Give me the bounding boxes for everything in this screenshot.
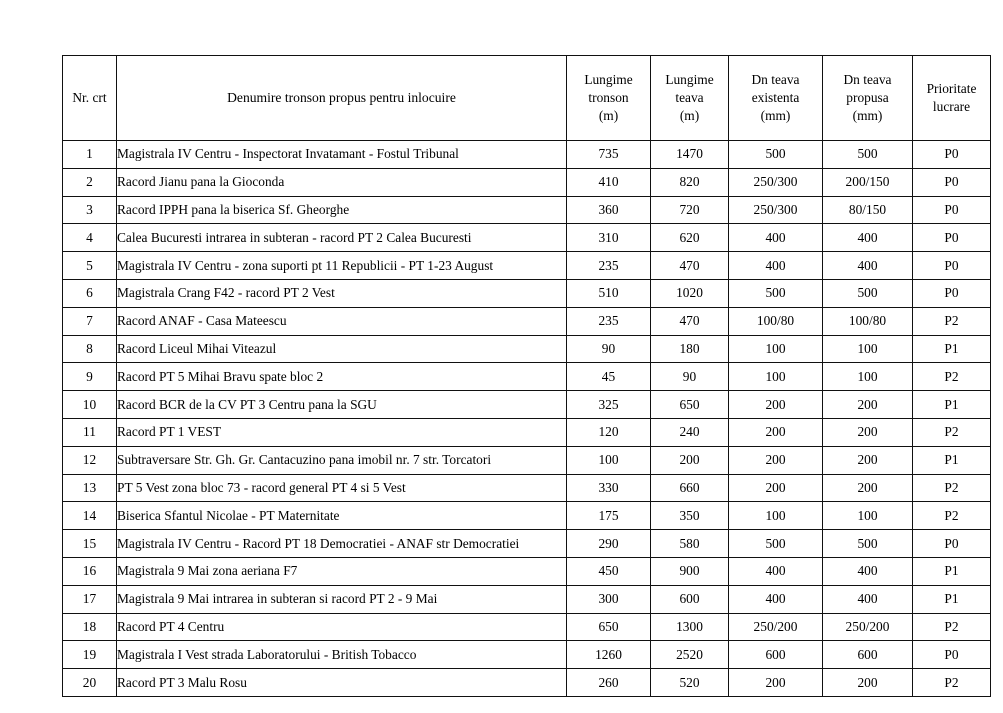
cell-prioritate: P2 [913, 363, 991, 391]
header-lungime-tronson-l3: (m) [598, 108, 619, 124]
cell-dn-propusa: 100 [823, 363, 913, 391]
cell-lungime-tronson: 650 [567, 613, 651, 641]
header-dn-propusa [823, 56, 913, 141]
table-row [63, 641, 991, 669]
cell-dn-existenta: 400 [729, 224, 823, 252]
table-row [63, 279, 991, 307]
header-dn-existenta-l3: (mm) [760, 108, 791, 124]
table-row [63, 613, 991, 641]
cell-lungime-teava: 240 [651, 418, 729, 446]
cell-name: Calea Bucuresti intrarea in subteran - racord PT 2 Calea Bucuresti [117, 224, 567, 252]
cell-dn-propusa: 400 [823, 252, 913, 280]
cell-name: Magistrala IV Centru - Racord PT 18 Democratiei - ANAF str Democratiei [117, 530, 567, 558]
cell-dn-propusa: 500 [823, 530, 913, 558]
header-nr-label: Nr. crt [72, 89, 107, 105]
cell-lungime-teava: 720 [651, 196, 729, 224]
cell-dn-propusa: 100 [823, 502, 913, 530]
cell-lungime-tronson: 300 [567, 585, 651, 613]
cell-nr: 20 [63, 669, 117, 697]
cell-dn-propusa: 200 [823, 474, 913, 502]
table-row [63, 474, 991, 502]
cell-prioritate: P2 [913, 418, 991, 446]
cell-dn-propusa: 100/80 [823, 307, 913, 335]
cell-dn-propusa: 500 [823, 279, 913, 307]
cell-lungime-teava: 200 [651, 446, 729, 474]
header-lungime-tronson-l2: tronson [588, 89, 629, 105]
cell-lungime-tronson: 100 [567, 446, 651, 474]
cell-prioritate: P2 [913, 474, 991, 502]
cell-nr: 3 [63, 196, 117, 224]
cell-dn-propusa: 600 [823, 641, 913, 669]
cell-dn-propusa: 80/150 [823, 196, 913, 224]
cell-prioritate: P0 [913, 279, 991, 307]
cell-lungime-tronson: 735 [567, 141, 651, 169]
cell-name: Racord IPPH pana la biserica Sf. Gheorghe [117, 196, 567, 224]
cell-lungime-tronson: 290 [567, 530, 651, 558]
header-lungime-tronson-l1: Lungime [584, 71, 633, 87]
cell-lungime-teava: 90 [651, 363, 729, 391]
cell-name: Magistrala IV Centru - Inspectorat Invatamant - Fostul Tribunal [117, 141, 567, 169]
table-row [63, 335, 991, 363]
cell-name: Racord Liceul Mihai Viteazul [117, 335, 567, 363]
cell-name: Racord BCR de la CV PT 3 Centru pana la SGU [117, 391, 567, 419]
cell-name: Biserica Sfantul Nicolae - PT Maternitate [117, 502, 567, 530]
cell-dn-propusa: 200 [823, 391, 913, 419]
cell-prioritate: P1 [913, 446, 991, 474]
cell-nr: 8 [63, 335, 117, 363]
cell-lungime-tronson: 310 [567, 224, 651, 252]
cell-dn-existenta: 200 [729, 474, 823, 502]
cell-name: Magistrala 9 Mai zona aeriana F7 [117, 557, 567, 585]
cell-prioritate: P0 [913, 168, 991, 196]
cell-dn-existenta: 200 [729, 669, 823, 697]
cell-nr: 9 [63, 363, 117, 391]
cell-lungime-tronson: 410 [567, 168, 651, 196]
cell-prioritate: P2 [913, 669, 991, 697]
cell-prioritate: P2 [913, 307, 991, 335]
cell-lungime-teava: 520 [651, 669, 729, 697]
cell-name: Racord ANAF - Casa Mateescu [117, 307, 567, 335]
cell-nr: 16 [63, 557, 117, 585]
header-nr [63, 56, 117, 141]
cell-lungime-tronson: 450 [567, 557, 651, 585]
table-row [63, 196, 991, 224]
header-prioritate-l1: Prioritate [926, 80, 977, 96]
cell-prioritate: P0 [913, 530, 991, 558]
table-row [63, 252, 991, 280]
cell-nr: 5 [63, 252, 117, 280]
header-name [117, 56, 567, 141]
table-row [63, 141, 991, 169]
cell-prioritate: P1 [913, 391, 991, 419]
cell-prioritate: P0 [913, 196, 991, 224]
cell-prioritate: P0 [913, 252, 991, 280]
cell-lungime-tronson: 235 [567, 252, 651, 280]
cell-dn-propusa: 200 [823, 669, 913, 697]
cell-name: Racord PT 4 Centru [117, 613, 567, 641]
cell-dn-propusa: 400 [823, 585, 913, 613]
cell-dn-existenta: 250/300 [729, 196, 823, 224]
cell-dn-propusa: 100 [823, 335, 913, 363]
document-sheet [62, 55, 977, 697]
table-row [63, 307, 991, 335]
cell-dn-existenta: 400 [729, 557, 823, 585]
cell-nr: 18 [63, 613, 117, 641]
header-dn-propusa-l3: (mm) [852, 108, 883, 124]
cell-dn-existenta: 250/200 [729, 613, 823, 641]
header-row [63, 56, 991, 141]
cell-dn-propusa: 200 [823, 418, 913, 446]
cell-dn-existenta: 600 [729, 641, 823, 669]
table-header [63, 56, 991, 141]
cell-lungime-tronson: 360 [567, 196, 651, 224]
cell-dn-existenta: 400 [729, 252, 823, 280]
cell-dn-existenta: 100 [729, 363, 823, 391]
cell-nr: 4 [63, 224, 117, 252]
cell-nr: 12 [63, 446, 117, 474]
cell-lungime-teava: 820 [651, 168, 729, 196]
cell-dn-existenta: 200 [729, 418, 823, 446]
cell-dn-existenta: 100 [729, 335, 823, 363]
cell-dn-existenta: 500 [729, 530, 823, 558]
cell-lungime-tronson: 1260 [567, 641, 651, 669]
cell-dn-existenta: 100 [729, 502, 823, 530]
cell-dn-existenta: 100/80 [729, 307, 823, 335]
cell-lungime-teava: 660 [651, 474, 729, 502]
table-row [63, 363, 991, 391]
cell-lungime-tronson: 120 [567, 418, 651, 446]
header-dn-existenta-l1: Dn teava [751, 71, 800, 87]
cell-lungime-teava: 580 [651, 530, 729, 558]
cell-nr: 19 [63, 641, 117, 669]
header-dn-propusa-l2: propusa [846, 89, 889, 105]
cell-name: Racord PT 1 VEST [117, 418, 567, 446]
cell-nr: 6 [63, 279, 117, 307]
cell-dn-propusa: 200 [823, 446, 913, 474]
table-body [63, 141, 991, 697]
table-row [63, 391, 991, 419]
cell-prioritate: P0 [913, 641, 991, 669]
cell-name: PT 5 Vest zona bloc 73 - racord general PT 4 si 5 Vest [117, 474, 567, 502]
cell-prioritate: P1 [913, 557, 991, 585]
cell-dn-propusa: 200/150 [823, 168, 913, 196]
table-row [63, 530, 991, 558]
cell-prioritate: P0 [913, 141, 991, 169]
cell-nr: 13 [63, 474, 117, 502]
cell-name: Magistrala 9 Mai intrarea in subteran si racord PT 2 - 9 Mai [117, 585, 567, 613]
cell-name: Magistrala I Vest strada Laboratorului - British Tobacco [117, 641, 567, 669]
cell-lungime-teava: 1020 [651, 279, 729, 307]
cell-lungime-tronson: 90 [567, 335, 651, 363]
table-row [63, 168, 991, 196]
table-row [63, 224, 991, 252]
header-name-label: Denumire tronson propus pentru inlocuire [227, 89, 456, 105]
cell-dn-existenta: 400 [729, 585, 823, 613]
cell-dn-propusa: 400 [823, 557, 913, 585]
cell-prioritate: P1 [913, 585, 991, 613]
cell-prioritate: P2 [913, 613, 991, 641]
cell-lungime-teava: 900 [651, 557, 729, 585]
cell-name: Subtraversare Str. Gh. Gr. Cantacuzino pana imobil nr. 7 str. Torcatori [117, 446, 567, 474]
table-row [63, 446, 991, 474]
header-dn-propusa-l1: Dn teava [843, 71, 892, 87]
cell-nr: 14 [63, 502, 117, 530]
cell-prioritate: P0 [913, 224, 991, 252]
cell-lungime-tronson: 175 [567, 502, 651, 530]
cell-name: Racord Jianu pana la Gioconda [117, 168, 567, 196]
cell-lungime-tronson: 325 [567, 391, 651, 419]
table-row [63, 557, 991, 585]
header-dn-existenta-l2: existenta [751, 89, 800, 105]
table-row [63, 669, 991, 697]
cell-lungime-teava: 620 [651, 224, 729, 252]
header-lungime-teava-l1: Lungime [665, 71, 714, 87]
cell-lungime-teava: 350 [651, 502, 729, 530]
cell-lungime-tronson: 330 [567, 474, 651, 502]
cell-dn-propusa: 250/200 [823, 613, 913, 641]
cell-lungime-tronson: 510 [567, 279, 651, 307]
cell-nr: 17 [63, 585, 117, 613]
cell-dn-propusa: 400 [823, 224, 913, 252]
header-lungime-teava-l3: (m) [679, 108, 700, 124]
pipeline-replacement-table [62, 55, 991, 697]
header-lungime-tronson [567, 56, 651, 141]
cell-lungime-teava: 180 [651, 335, 729, 363]
table-row [63, 585, 991, 613]
cell-nr: 15 [63, 530, 117, 558]
cell-dn-existenta: 200 [729, 446, 823, 474]
cell-lungime-teava: 470 [651, 307, 729, 335]
cell-dn-existenta: 200 [729, 391, 823, 419]
cell-prioritate: P1 [913, 335, 991, 363]
header-prioritate [913, 56, 991, 141]
cell-name: Magistrala Crang F42 - racord PT 2 Vest [117, 279, 567, 307]
cell-name: Racord PT 3 Malu Rosu [117, 669, 567, 697]
cell-lungime-tronson: 260 [567, 669, 651, 697]
cell-dn-existenta: 500 [729, 141, 823, 169]
header-dn-existenta [729, 56, 823, 141]
cell-dn-propusa: 500 [823, 141, 913, 169]
cell-lungime-tronson: 235 [567, 307, 651, 335]
cell-dn-existenta: 250/300 [729, 168, 823, 196]
cell-lungime-teava: 650 [651, 391, 729, 419]
cell-lungime-tronson: 45 [567, 363, 651, 391]
cell-nr: 7 [63, 307, 117, 335]
header-prioritate-l2: lucrare [932, 99, 971, 114]
cell-nr: 1 [63, 141, 117, 169]
table-row [63, 418, 991, 446]
cell-lungime-teava: 1300 [651, 613, 729, 641]
cell-dn-existenta: 500 [729, 279, 823, 307]
cell-nr: 10 [63, 391, 117, 419]
cell-nr: 2 [63, 168, 117, 196]
cell-name: Magistrala IV Centru - zona suporti pt 11 Republicii - PT 1-23 August [117, 252, 567, 280]
cell-prioritate: P2 [913, 502, 991, 530]
cell-nr: 11 [63, 418, 117, 446]
cell-lungime-teava: 1470 [651, 141, 729, 169]
cell-name: Racord PT 5 Mihai Bravu spate bloc 2 [117, 363, 567, 391]
cell-lungime-teava: 600 [651, 585, 729, 613]
cell-lungime-teava: 470 [651, 252, 729, 280]
table-row [63, 502, 991, 530]
cell-lungime-teava: 2520 [651, 641, 729, 669]
header-lungime-teava-l2: teava [675, 89, 704, 105]
header-lungime-teava [651, 56, 729, 141]
